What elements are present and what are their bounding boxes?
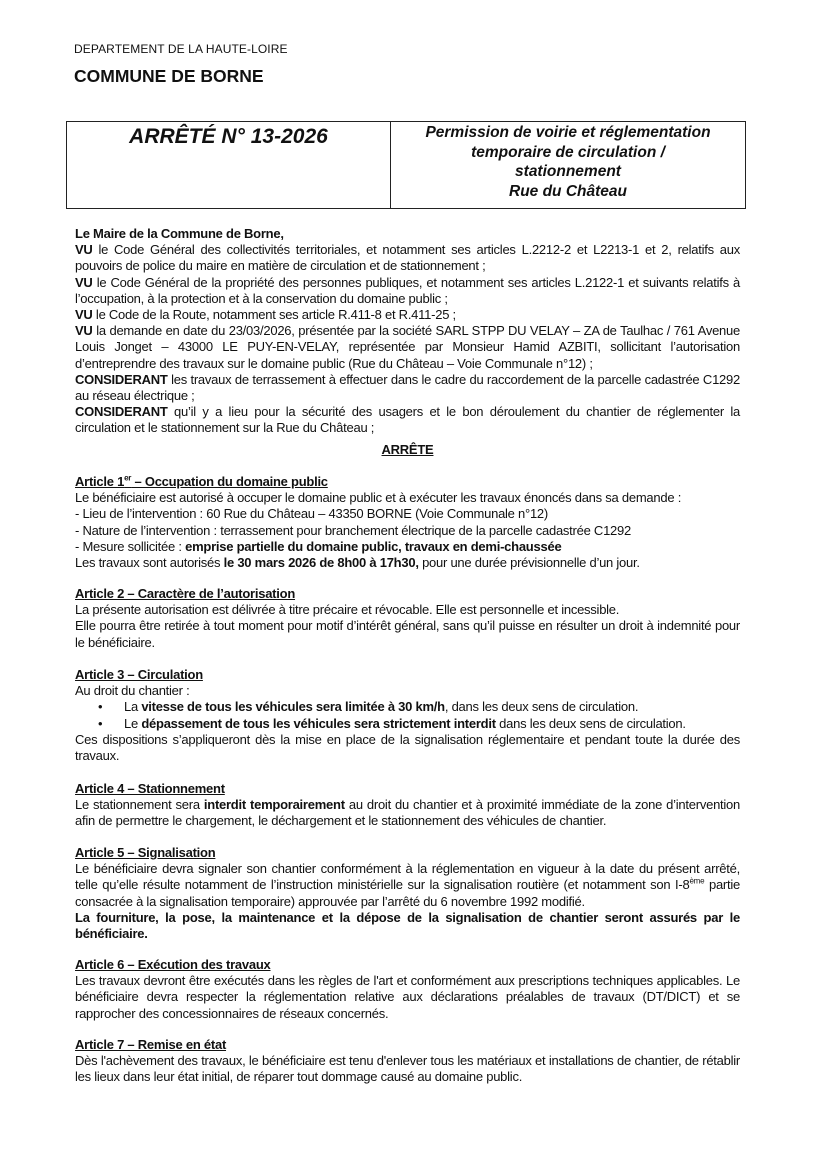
arrete-heading: ARRÊTE [381,442,434,457]
paragraph [75,490,740,506]
bold-text: CONSIDERANT [75,371,168,387]
paragraph [75,275,740,307]
text-run: Elle pourra être retirée à tout moment pour motif d’intérêt général, sans qu’il puisse en résulter un droit à indemnité pour le bénéficiaire. [75,618,740,650]
article-title: Article 4 – Stationnement [75,781,225,796]
bullet-list [75,699,740,731]
text-run: partie consacrée à la signalisation temporaire) approuvée par l’arrêté du 6 novembre 1992 modifié. [75,877,740,909]
article-title-rest: – Occupation du domaine public [131,474,328,489]
paragraph [75,242,740,274]
text-run: pour une durée prévisionnelle d’un jour. [418,555,640,571]
arrete-subject [391,122,745,208]
text-run: la demande en date du 23/03/2026, présentée par la société SARL STPP DU VELAY – ZA de Taulhac / 761 Avenue Louis Jonget – 43000 LE PUY-EN-VELAY, représentée par Monsieur Hamid AZBITI, sollicitant l’autorisation d’entreprendre des travaux sur le domaine public (Rue du Château – Voie Communale n°12) ; [75,323,740,371]
paragraph [75,618,740,650]
paragraph [75,910,740,942]
article-heading [75,586,740,602]
paragraph [75,307,740,323]
bold-text: vitesse de tous les véhicules sera limitée à 30 km/h [141,699,445,715]
text-run: le Code Général des collectivités territoriales, et notamment ses articles L.2212-2 et L2213-1 et 2, relatifs aux pouvoirs de police du maire en matière de circulation et de stationnement ; [75,242,740,274]
bold-text: La fourniture, la pose, la maintenance et la dépose de la signalisation de chantier seront assurés par le bénéficiaire. [75,909,740,942]
section [75,781,740,830]
text-run: le Code Général de la propriété des personnes publiques, et notamment ses articles L.2122-1 et suivants relatifs à l’occupation, à la protection et à la conservation du domaine public ; [75,274,740,306]
bullet-item [118,716,740,732]
subject-line: temporaire de circulation / [471,143,665,161]
text-run: - Nature de l’intervention : terrassement pour branchement électrique de la parcelle cadastrée C1292 [75,522,631,538]
subject-line: Rue du Château [509,182,627,200]
bold-text: CONSIDERANT [75,404,168,420]
article-title: Article 6 – Exécution des travaux [75,957,271,972]
paragraph [75,323,740,372]
commune-name: COMMUNE DE BORNE [74,66,264,86]
article-title: Article 5 – Signalisation [75,845,216,860]
bold-text: le 30 mars 2026 de 8h00 à 17h30, [223,555,419,571]
text-run: Le stationnement sera [75,797,204,813]
paragraph [75,539,740,555]
bold-text: VU [75,323,93,339]
department-header: DEPARTEMENT DE LA HAUTE-LOIRE [74,42,288,56]
subject-line: stationnement [515,163,621,180]
section [75,667,740,764]
paragraph [75,506,740,522]
bold-text: dépassement de tous les véhicules sera strictement interdit [141,715,496,731]
article-title: Article 3 – Circulation [75,667,203,682]
bold-text: emprise partielle du domaine public, travaux en demi-chaussée [185,538,562,554]
article-heading [75,474,740,490]
text-run: Dès l'achèvement des travaux, le bénéficiaire est tenu d'enlever tous les matériaux et installations de chantier, de rétablir les lieux dans leur état initial, de réparer tout dommage causé au domaine public. [75,1053,740,1085]
text-run: au droit du chantier et à proximité immédiate de la zone d’intervention afin de permettre le chargement, le déchargement et le stationnement des véhicules de chantier. [75,797,741,829]
text-run: Au droit du chantier : [75,683,190,699]
article-title: Article 2 – Caractère de l’autorisation [75,586,296,601]
article-title: Article 1 [75,474,125,489]
paragraph [75,861,740,910]
text-run: La présente autorisation est délivrée à titre précaire et révocable. Elle est personnelle et incessible. [75,602,620,618]
section [75,474,740,571]
text-run: qu’il y a lieu pour la sécurité des usagers et le bon déroulement du chantier de réglementer la circulation et le stationnement sur la Rue du Château ; [75,404,740,436]
paragraph [75,226,740,242]
text-run: les travaux de terrassement à effectuer dans le cadre du raccordement de la parcelle cadastrée C1292 au réseau électrique ; [75,371,740,404]
bold-text: VU [75,307,93,323]
text-run: - Mesure sollicitée : [75,538,186,554]
article-heading [75,781,740,797]
text-run: Les travaux sont autorisés [75,555,224,571]
paragraph [75,602,740,618]
article-heading [75,957,740,973]
bullet-item [118,699,740,715]
section [75,845,740,942]
bold-text: interdit temporairement [203,797,345,813]
text-run: Le [124,715,142,731]
paragraph [75,973,740,1022]
article-title-sup: er [124,473,132,483]
bold-text: VU [75,274,93,290]
paragraph [75,732,740,764]
text-run: - Lieu de l’intervention : 60 Rue du Château – 43350 BORNE (Voie Communale n°12) [75,506,548,522]
paragraph [75,523,740,539]
text-run: La [124,699,142,715]
text-run: dans les deux sens de circulation. [495,715,686,731]
paragraph [75,683,740,699]
text-run: Le bénéficiaire devra signaler son chantier conformément à la réglementation en vigueur à la date du présent arrêté, telle qu’elle résulte notamment de l’instruction ministérielle sur la signalisation routière (et notamment son I-8 [75,861,740,893]
paragraph [75,797,740,829]
section [75,442,740,458]
bold-text: Le Maire de la Commune de Borne, [75,226,284,241]
article-title: Article 7 – Remise en état [75,1037,227,1052]
text-run: , dans les deux sens de circulation. [444,699,639,715]
section [75,226,740,437]
section [75,586,740,651]
bold-text: VU [75,242,93,258]
section [75,1037,740,1086]
title-box [66,121,746,209]
paragraph [75,1053,740,1085]
text-run: Le bénéficiaire est autorisé à occuper le domaine public et à exécuter les travaux énoncés dans sa demande : [75,490,682,506]
article-heading [75,1037,740,1053]
subject-line: Permission de voirie et réglementation [425,124,711,141]
article-heading [75,845,740,861]
paragraph [75,555,740,571]
article-heading [75,667,740,683]
section [75,957,740,1022]
text-run: Ces dispositions s’appliqueront dès la mise en place de la signalisation réglementaire et pendant toute la durée des travaux. [75,731,740,764]
paragraph [75,372,740,404]
paragraph [75,404,740,436]
text-run: ème [689,877,705,887]
text-run: Les travaux devront être exécutés dans les règles de l'art et conformément aux prescriptions techniques applicables. Le bénéficiaire devra respecter la réglementation relative aux déclarations préalables de travaux (DT/DICT) et se rapprocher des concessionnaires de réseaux concernés. [75,973,740,1021]
arrete-number: ARRÊTÉ N° 13-2026 [67,122,391,208]
text-run: le Code de la Route, notamment ses article R.411-8 et R.411-25 ; [92,307,456,323]
